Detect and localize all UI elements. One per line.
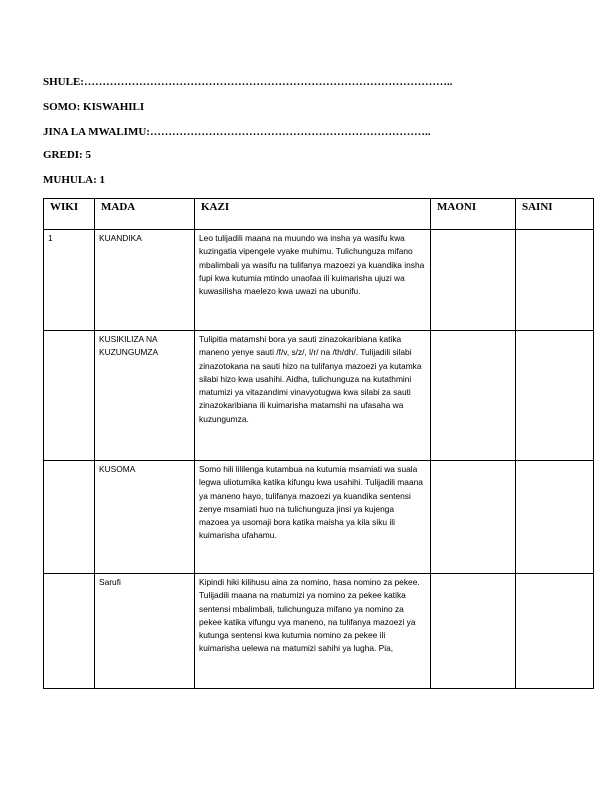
saini-cell[interactable] xyxy=(516,230,594,331)
term-line: MUHULA: 1 xyxy=(43,174,106,186)
saini-cell[interactable] xyxy=(516,574,594,689)
maoni-cell[interactable] xyxy=(431,230,516,331)
maoni-cell[interactable] xyxy=(431,461,516,574)
mada-cell: KUSOMA xyxy=(95,461,195,574)
kazi-cell: Tulipitia matamshi bora ya sauti zinazokaribiana katika maneno yenye sauti /f/v, s/z/, l/r/ na /th/dh/. Tulijadili silabi zinazotokana na sauti hizo na tulifanya mazoezi ya kutamka silabi hizo kwa usahihi. Aidha, tulichunguza na kutathmini matumizi ya vitazandimi vinavyotugwa kwa silabi za sauti zinazokaribiana ili kuimarisha matamshi na ufasaha wa kuzungumza. xyxy=(195,331,431,461)
mada-cell: KUSIKILIZA NA KUZUNGUMZA xyxy=(95,331,195,461)
saini-cell[interactable] xyxy=(516,461,594,574)
kazi-cell: Kipindi hiki kilihusu aina za nomino, hasa nomino za pekee. Tulijadili maana na matumizi ya nomino za pekee katika sentensi mbalimbali, tulichunguza mifano ya nomino za pekee katika vifungu vya maneno, na tulifanya mazoezi ya kutunga sentensi kwa kutumia nomino za pekee ili kuimarisha uelewa na matumizi sahihi ya lugha. Pia, xyxy=(195,574,431,689)
column-header-saini: SAINI xyxy=(516,199,594,230)
maoni-cell[interactable] xyxy=(431,574,516,689)
table-row xyxy=(44,574,594,689)
wiki-cell xyxy=(44,461,95,574)
mada-cell: KUANDIKA xyxy=(95,230,195,331)
kazi-cell: Somo hili lililenga kutambua na kutumia msamiati wa suala legwa uliotumika katika kifungu kwa usahihi. Tulijadili maana ya maneno hayo, tulifanya mazoezi ya kuandika sentensi zenye msamiati huo na tulichunguza jinsi ya kujenga mazoea ya usomaji bora katika maisha ya kila siku ili kuimarisha ufahamu. xyxy=(195,461,431,574)
wiki-cell: 1 xyxy=(44,230,95,331)
lesson-record-table xyxy=(43,198,594,689)
grade-line: GREDI: 5 xyxy=(43,149,91,161)
wiki-cell xyxy=(44,574,95,689)
mada-cell: Sarufi xyxy=(95,574,195,689)
teacher-name-line: JINA LA MWALIMU:………………………………………………………………….. xyxy=(43,126,431,138)
column-header-maoni: MAONI xyxy=(431,199,516,230)
column-header-kazi: KAZI xyxy=(195,199,431,230)
table-row xyxy=(44,230,594,331)
table-header-row xyxy=(44,199,594,230)
kazi-cell: Leo tulijadili maana na muundo wa insha ya wasifu kwa kuzingatia vipengele vyake muhimu. Tulichunguza mifano mbalimbali ya wasifu na tulifanya mazoezi ya kuandika insha fupi kwa kutumia mtindo unaofaa ili kuimarisha ujuzi wa kuwasilisha maelezo kwa uwazi na ubunifu. xyxy=(195,230,431,331)
school-line: SHULE:……………………………………………………………………………………….. xyxy=(43,76,453,88)
table-row xyxy=(44,331,594,461)
saini-cell[interactable] xyxy=(516,331,594,461)
subject-line: SOMO: KISWAHILI xyxy=(43,101,145,113)
column-header-wiki: WIKI xyxy=(44,199,95,230)
maoni-cell[interactable] xyxy=(431,331,516,461)
column-header-mada: MADA xyxy=(95,199,195,230)
table-row xyxy=(44,461,594,574)
wiki-cell xyxy=(44,331,95,461)
